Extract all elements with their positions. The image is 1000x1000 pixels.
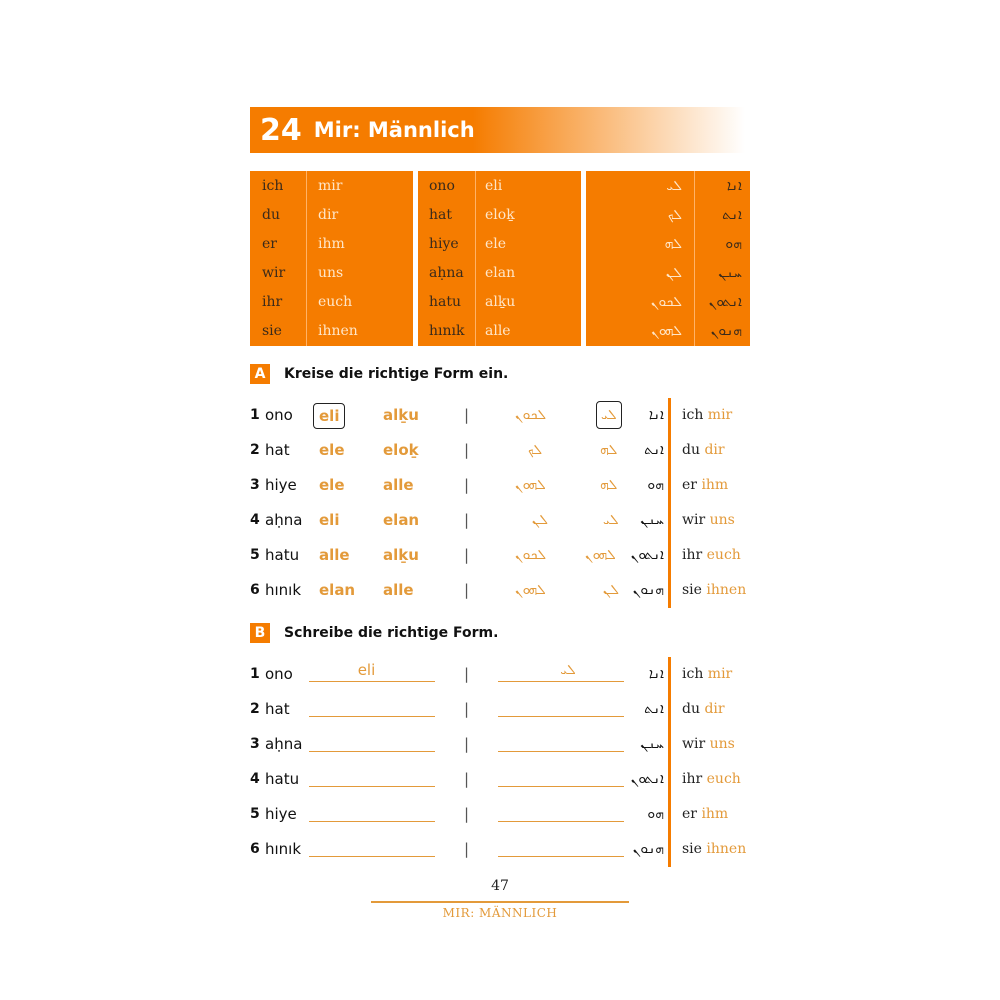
separator: |: [464, 511, 470, 529]
german-reference: [682, 573, 746, 608]
section-a-badge: A: [250, 364, 270, 384]
section-b-header: [250, 623, 498, 643]
exercise-a-row: [0, 538, 1000, 573]
section-a-header: [250, 364, 508, 384]
vocab-cell: eloḵ: [485, 207, 515, 223]
vocab-cell: ܐܢܐ: [726, 178, 742, 194]
german-object: euch: [706, 771, 741, 787]
row-pronoun: hiye: [265, 476, 297, 494]
german-object: mir: [707, 666, 733, 682]
answer-line-syriac[interactable]: [498, 786, 624, 787]
syriac-option[interactable]: ܠܗܘܢ: [515, 477, 546, 493]
exercise-b-row: [0, 762, 1000, 797]
syriac-pronoun: ܐܢܬ: [644, 442, 664, 458]
vocab-cell: ich: [262, 178, 284, 194]
orange-divider: [668, 468, 671, 503]
german-reference: [682, 398, 732, 433]
vocab-cell: dir: [318, 207, 339, 223]
exercise-b-row: [0, 797, 1000, 832]
syriac-pronoun: ܗܘ: [647, 806, 664, 822]
syriac-pronoun: ܚܢܢ: [640, 736, 664, 752]
row-pronoun: ono: [265, 665, 293, 683]
vocab-cell: ܠܗ: [664, 236, 682, 252]
vocab-cell: ܠܗܘܢ: [651, 323, 682, 339]
exercise-b-row: [0, 692, 1000, 727]
vocab-cell: ono: [429, 178, 455, 194]
german-object: ihnen: [706, 841, 747, 857]
row-number: 4: [250, 512, 260, 528]
german-reference: [682, 797, 728, 832]
row-number: 5: [250, 806, 260, 822]
separator: |: [464, 805, 470, 823]
row-number: 3: [250, 736, 260, 752]
syriac-option[interactable]: ܠܗ: [600, 442, 618, 458]
example-answer: eli: [357, 661, 376, 679]
vocab-cell: ܠܟ: [667, 207, 682, 223]
exercise-a-row: [0, 433, 1000, 468]
separator: |: [464, 406, 470, 424]
lesson-title: Mir: Männlich: [313, 118, 475, 142]
row-pronoun: hınık: [265, 581, 302, 599]
answer-option[interactable]: elan: [319, 581, 356, 599]
orange-divider: [668, 538, 671, 573]
german-reference: [682, 468, 728, 503]
answer-option[interactable]: alḵu: [383, 406, 419, 424]
syriac-pronoun: ܐܢܬܘܢ: [630, 771, 664, 787]
orange-divider: [668, 797, 671, 832]
vocab-table-syriac: [586, 171, 750, 346]
vocab-cell: ܠܝ: [666, 178, 682, 194]
syriac-pronoun: ܐܢܬܘܢ: [630, 547, 664, 563]
german-pronoun: du: [682, 442, 700, 458]
vocab-cell: hat: [429, 207, 452, 223]
vocab-cell: hatu: [429, 294, 462, 310]
exercise-a-row: [0, 468, 1000, 503]
vocab-cell: uns: [318, 265, 344, 281]
separator: |: [464, 546, 470, 564]
row-pronoun: hat: [265, 441, 290, 459]
german-object: ihm: [701, 806, 729, 822]
vocab-cell: elan: [485, 265, 516, 281]
german-pronoun: ihr: [682, 771, 703, 787]
syriac-option[interactable]: ܠܢ: [532, 512, 548, 528]
syriac-pronoun: ܚܢܢ: [640, 512, 664, 528]
german-pronoun: ihr: [682, 547, 703, 563]
orange-divider: [668, 762, 671, 797]
german-object: dir: [704, 442, 725, 458]
separator: |: [464, 735, 470, 753]
exercise-b-row: [0, 727, 1000, 762]
vocab-cell: sie: [262, 323, 282, 339]
vocab-cell: mir: [318, 178, 343, 194]
german-reference: [682, 692, 725, 727]
syriac-pronoun: ܗܢܘܢ: [632, 582, 664, 598]
vocab-table-turoyo: [418, 171, 581, 346]
row-pronoun: hat: [265, 700, 290, 718]
syriac-option[interactable]: ܠܗܘܢ: [585, 547, 616, 563]
orange-divider: [668, 657, 671, 692]
answer-line[interactable]: [309, 856, 435, 857]
syriac-option[interactable]: ܠܟܘܢ: [515, 547, 547, 563]
german-reference: [682, 832, 746, 867]
vocab-cell: ele: [485, 236, 507, 252]
row-pronoun: aḥna: [265, 511, 303, 529]
vocab-cell: alle: [485, 323, 511, 339]
german-object: euch: [706, 547, 741, 563]
vocab-cell: ܐܢܬܘܢ: [708, 294, 742, 310]
vocab-cell: ihm: [318, 236, 345, 252]
german-reference: [682, 538, 741, 573]
syriac-pronoun: ܗܢܘܢ: [632, 841, 664, 857]
exercise-b-row: [0, 657, 1000, 692]
row-pronoun: aḥna: [265, 735, 303, 753]
answer-line-syriac[interactable]: [498, 821, 624, 822]
german-object: dir: [704, 701, 725, 717]
syriac-option[interactable]: ܠܟ: [528, 442, 543, 458]
row-pronoun: hatu: [265, 770, 300, 788]
answer-line[interactable]: [309, 821, 435, 822]
vocab-cell: er: [262, 236, 277, 252]
orange-divider: [668, 433, 671, 468]
answer-option[interactable]: alḵu: [383, 546, 419, 564]
orange-divider: [668, 692, 671, 727]
answer-line[interactable]: [309, 786, 435, 787]
row-number: 6: [250, 582, 260, 598]
german-pronoun: er: [682, 806, 697, 822]
vocab-cell: du: [262, 207, 280, 223]
vocab-cell: alḵu: [485, 294, 516, 310]
separator: |: [464, 840, 470, 858]
vocab-cell: ܚܢܢ: [718, 265, 742, 281]
row-pronoun: hatu: [265, 546, 300, 564]
vocab-cell: ܗܢܘܢ: [710, 323, 742, 339]
row-pronoun: hiye: [265, 805, 297, 823]
separator: |: [464, 770, 470, 788]
orange-divider: [668, 727, 671, 762]
separator: |: [464, 665, 470, 683]
answer-option-circled[interactable]: eli: [313, 403, 345, 429]
row-number: 1: [250, 407, 260, 423]
german-object: mir: [707, 407, 733, 423]
german-object: ihnen: [706, 582, 747, 598]
vocab-cell: aḥna: [429, 265, 464, 281]
vocab-table-german: [250, 171, 413, 346]
vocab-cell: euch: [318, 294, 353, 310]
vocab-cell: eli: [485, 178, 503, 194]
syriac-pronoun: ܐܢܐ: [648, 407, 664, 423]
german-pronoun: du: [682, 701, 700, 717]
row-number: 2: [250, 701, 260, 717]
answer-line-syriac[interactable]: [498, 751, 624, 752]
separator: |: [464, 700, 470, 718]
german-object: uns: [709, 512, 735, 528]
exercise-a-row: [0, 398, 1000, 433]
vocab-cell: ihnen: [318, 323, 358, 339]
syriac-pronoun: ܐܢܬ: [644, 701, 664, 717]
row-number: 3: [250, 477, 260, 493]
syriac-option-circled[interactable]: ܠܝ: [596, 401, 622, 429]
answer-line[interactable]: [309, 751, 435, 752]
row-number: 6: [250, 841, 260, 857]
vocab-cell: ܐܢܬ: [722, 207, 742, 223]
orange-divider: [668, 398, 671, 433]
separator: |: [464, 476, 470, 494]
footer-divider: [371, 901, 629, 903]
answer-line-syriac[interactable]: [498, 716, 624, 717]
orange-divider: [668, 503, 671, 538]
syriac-option[interactable]: ܠܗܘܢ: [515, 582, 546, 598]
german-pronoun: wir: [682, 512, 706, 528]
answer-option[interactable]: ele: [319, 476, 345, 494]
section-a-instruction: Kreise die richtige Form ein.: [284, 366, 509, 382]
example-answer-syriac: ܠܝ: [560, 662, 576, 678]
syriac-pronoun: ܗܘ: [647, 477, 664, 493]
answer-option[interactable]: alle: [383, 476, 414, 494]
answer-option[interactable]: ele: [319, 441, 345, 459]
answer-option[interactable]: alle: [319, 546, 350, 564]
orange-divider: [668, 573, 671, 608]
row-number: 4: [250, 771, 260, 787]
syriac-option[interactable]: ܠܟܘܢ: [515, 407, 547, 423]
row-pronoun: ono: [265, 406, 293, 424]
vocab-cell: hınık: [429, 323, 465, 339]
german-reference: [682, 503, 735, 538]
german-reference: [682, 762, 741, 797]
german-pronoun: wir: [682, 736, 706, 752]
vocab-cell: ܠܢ: [666, 265, 682, 281]
section-b-badge: B: [250, 623, 270, 643]
answer-option[interactable]: eli: [319, 511, 340, 529]
german-pronoun: ich: [682, 407, 704, 423]
german-reference: [682, 657, 732, 692]
vocab-cell: ܗܘ: [725, 236, 742, 252]
row-number: 2: [250, 442, 260, 458]
exercise-a-row: [0, 573, 1000, 608]
orange-divider: [668, 832, 671, 867]
syriac-option[interactable]: ܠܝ: [603, 512, 619, 528]
german-pronoun: er: [682, 477, 697, 493]
german-pronoun: sie: [682, 582, 702, 598]
answer-option[interactable]: eloḵ: [383, 441, 419, 459]
german-object: ihm: [701, 477, 729, 493]
vocab-cell: wir: [262, 265, 286, 281]
german-pronoun: ich: [682, 666, 704, 682]
syriac-pronoun: ܐܢܐ: [648, 666, 664, 682]
answer-option[interactable]: elan: [383, 511, 420, 529]
answer-line[interactable]: [309, 716, 435, 717]
lesson-number: 24: [260, 112, 302, 148]
section-b-instruction: Schreibe die richtige Form.: [284, 625, 499, 641]
exercise-b-row: [0, 832, 1000, 867]
separator: |: [464, 581, 470, 599]
answer-line-syriac[interactable]: [498, 856, 624, 857]
page-number: 47: [491, 878, 509, 894]
exercise-a-row: [0, 503, 1000, 538]
german-object: uns: [709, 736, 735, 752]
vocab-cell: ܠܟܘܢ: [650, 294, 682, 310]
vocab-cell: hiye: [429, 236, 459, 252]
syriac-option[interactable]: ܠܢ: [603, 582, 619, 598]
lesson-title-bar: [250, 107, 745, 153]
row-number: 5: [250, 547, 260, 563]
german-pronoun: sie: [682, 841, 702, 857]
row-pronoun: hınık: [265, 840, 302, 858]
row-number: 1: [250, 666, 260, 682]
separator: |: [464, 441, 470, 459]
answer-option[interactable]: alle: [383, 581, 414, 599]
vocab-cell: ihr: [262, 294, 283, 310]
german-reference: [682, 433, 725, 468]
syriac-option[interactable]: ܠܗ: [600, 477, 618, 493]
german-reference: [682, 727, 735, 762]
running-title: MIR: MÄNNLICH: [442, 906, 558, 920]
